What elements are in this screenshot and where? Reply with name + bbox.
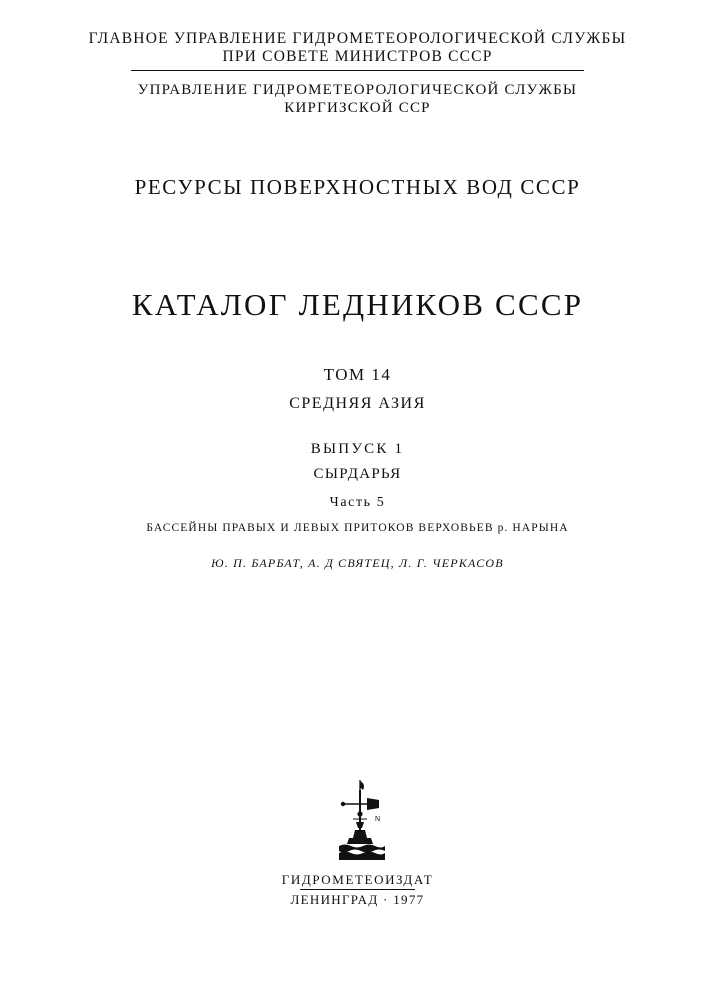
header-divider: [131, 70, 584, 71]
basins-subtitle: БАССЕЙНЫ ПРАВЫХ И ЛЕВЫХ ПРИТОКОВ ВЕРХОВЬЕВ р. НАРЫНА: [146, 522, 569, 534]
org-name-line1: ГЛАВНОЕ УПРАВЛЕНИЕ ГИДРОМЕТЕОРОЛОГИЧЕСКОЙ СЛУЖБЫ: [88, 30, 627, 47]
org-name-line2: ПРИ СОВЕТЕ МИНИСТРОВ СССР: [222, 48, 493, 65]
publisher-divider: [300, 889, 415, 890]
issue-label: ВЫПУСК 1: [310, 441, 405, 457]
suborg-name-line1: УПРАВЛЕНИЕ ГИДРОМЕТЕОРОЛОГИЧЕСКОЙ СЛУЖБЫ: [137, 82, 578, 98]
part-label: Часть 5: [329, 495, 386, 510]
publisher-name: ГИДРОМЕТЕОИЗДАТ: [281, 872, 434, 887]
publisher-city-year: ЛЕНИНГРАД · 1977: [290, 892, 425, 907]
suborg-name-line2: КИРГИЗСКОЙ ССР: [284, 100, 431, 116]
volume-label: ТОМ 14: [323, 365, 392, 384]
weather-vane-spire-icon: [333, 778, 389, 862]
river-label: СЫРДАРЬЯ: [313, 466, 402, 482]
series-title: РЕСУРСЫ ПОВЕРХНОСТНЫХ ВОД СССР: [134, 175, 581, 199]
region-label: СРЕДНЯЯ АЗИЯ: [289, 395, 426, 412]
compass-letter: N: [375, 816, 381, 823]
book-title: КАТАЛОГ ЛЕДНИКОВ СССР: [131, 287, 584, 322]
authors: Ю. П. БАРБАТ, А. Д СВЯТЕЦ, Л. Г. ЧЕРКАСОВ: [211, 556, 504, 570]
